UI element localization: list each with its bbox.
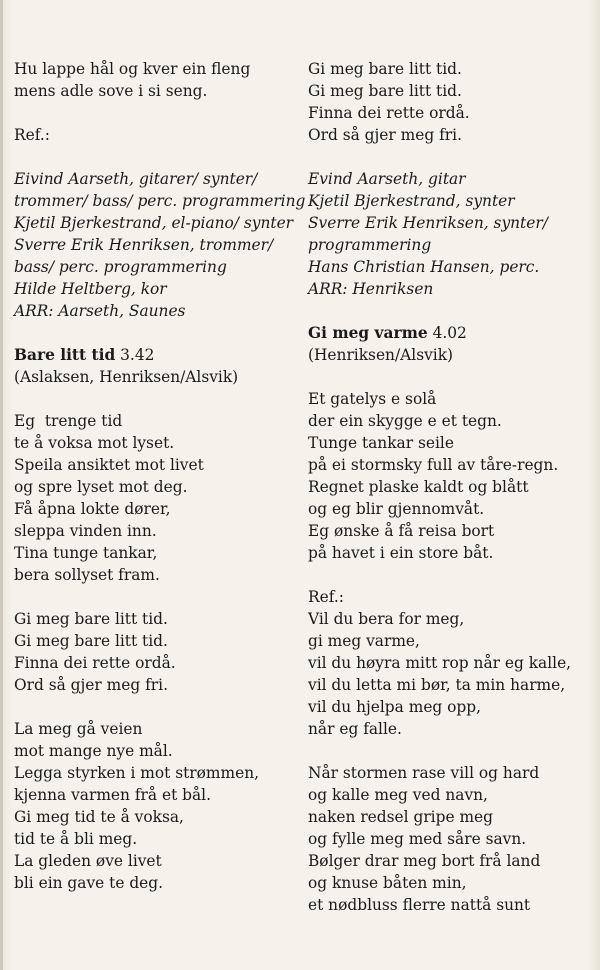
credit-line: Kjetil Bjerkestrand, el-piano/ synter <box>14 214 294 232</box>
lyric-line: vil du hjelpa meg opp, <box>308 698 482 716</box>
refrain-stanza <box>308 586 598 740</box>
lyric-line: og fylle meg med såre savn. <box>308 830 527 848</box>
lyric-line: og eg blir gjennomvåt. <box>308 500 485 518</box>
song-title: Gi meg varme <box>308 324 428 342</box>
lyric-line: på ei stormsky full av tåre-regn. <box>308 456 559 474</box>
lyric-line: Et gatelys e solå <box>308 390 437 408</box>
credit-line: Evind Aarseth, gitar <box>308 170 466 188</box>
lyric-line: gi meg varme, <box>308 632 420 650</box>
song-authors: (Henriksen/Alsvik) <box>308 346 454 364</box>
song-duration: 3.42 <box>120 346 155 364</box>
lyric-line: Få åpna lokte dører, <box>14 500 171 518</box>
lyric-line: Når stormen rase vill og hard <box>308 764 540 782</box>
lyric-line: Tina tunge tankar, <box>14 544 158 562</box>
lyric-line: sleppa vinden inn. <box>14 522 157 540</box>
right-column <box>308 58 598 916</box>
lyric-line: på havet i ein store båt. <box>308 544 494 562</box>
page-edge <box>0 0 3 970</box>
lyric-line: Finna dei rette ordå. <box>14 654 176 672</box>
chorus-stanza <box>14 608 299 696</box>
credit-line: bass/ perc. programmering <box>14 258 227 276</box>
refrain-label: Ref.: <box>14 126 50 144</box>
lyric-line: Eg trenge tid <box>14 412 123 430</box>
credits-block <box>308 168 598 300</box>
lyric-line: Hu lappe hål og kver ein fleng <box>14 60 251 78</box>
refrain-label: Ref.: <box>308 588 344 606</box>
lyric-line: La gleden øve livet <box>14 852 162 870</box>
lyric-line: og spre lyset mot deg. <box>14 478 188 496</box>
lyric-line: vil du letta mi bør, ta min harme, <box>308 676 566 694</box>
lyric-line: La meg gå veien <box>14 720 143 738</box>
lyric-line: bera sollyset fram. <box>14 566 160 584</box>
intro-stanza <box>14 58 299 102</box>
lyric-line: Bølger drar meg bort frå land <box>308 852 541 870</box>
lyric-line: Tunge tankar seile <box>308 434 454 452</box>
lyric-line: te å voksa mot lyset. <box>14 434 175 452</box>
lyric-line: et nødbluss flerre nattå sunt <box>308 896 531 914</box>
song-title: Bare litt tid <box>14 346 116 364</box>
credit-line: programmering <box>308 236 432 254</box>
song-heading <box>308 322 598 344</box>
lyric-line: mens adle sove i si seng. <box>14 82 208 100</box>
lyric-line: Gi meg bare litt tid. <box>308 82 462 100</box>
chorus-stanza <box>308 58 598 146</box>
verse-stanza <box>14 410 299 586</box>
credit-line: Eivind Aarseth, gitarer/ synter/ <box>14 170 258 188</box>
song-heading <box>14 344 299 366</box>
verse-stanza <box>14 718 299 894</box>
lyric-line: bli ein gave te deg. <box>14 874 164 892</box>
lyric-line: mot mange nye mål. <box>14 742 173 760</box>
credit-line: Hilde Heltberg, kor <box>14 280 167 298</box>
lyric-line: Speila ansiktet mot livet <box>14 456 204 474</box>
left-column <box>14 58 306 894</box>
lyric-line: Gi meg bare litt tid. <box>14 610 168 628</box>
lyric-line: tid te å bli meg. <box>14 830 138 848</box>
lyric-line: Regnet plaske kaldt og blått <box>308 478 529 496</box>
credit-line: ARR: Aarseth, Saunes <box>14 302 186 320</box>
lyric-line: Gi meg bare litt tid. <box>308 60 462 78</box>
lyric-line: Eg ønske å få reisa bort <box>308 522 495 540</box>
song-duration: 4.02 <box>432 324 467 342</box>
credit-line: Sverre Erik Henriksen, synter/ <box>308 214 548 232</box>
lyric-line: og knuse båten min, <box>308 874 467 892</box>
song-authors: (Aslaksen, Henriksen/Alsvik) <box>14 368 239 386</box>
credit-line: ARR: Henriksen <box>308 280 434 298</box>
lyric-line: naken redsel gripe meg <box>308 808 494 826</box>
lyric-line: når eg falle. <box>308 720 402 738</box>
credit-line: Kjetil Bjerkestrand, synter <box>308 192 515 210</box>
lyric-line: og kalle meg ved navn, <box>308 786 488 804</box>
lyric-line: Vil du bera for meg, <box>308 610 465 628</box>
verse-stanza <box>308 388 598 564</box>
credit-line: Hans Christian Hansen, perc. <box>308 258 540 276</box>
lyric-line: Legga styrken i mot strømmen, <box>14 764 260 782</box>
lyric-line: Gi meg bare litt tid. <box>14 632 168 650</box>
lyric-line: Ord så gjer meg fri. <box>308 126 462 144</box>
credit-line: Sverre Erik Henriksen, trommer/ <box>14 236 274 254</box>
lyric-line: kjenna varmen frå et bål. <box>14 786 211 804</box>
credits-block <box>14 168 306 322</box>
lyric-line: der ein skygge e et tegn. <box>308 412 502 430</box>
lyric-line: Finna dei rette ordå. <box>308 104 470 122</box>
lyric-line: Ord så gjer meg fri. <box>14 676 168 694</box>
verse-stanza <box>308 762 598 916</box>
credit-line: trommer/ bass/ perc. programmering <box>14 192 306 210</box>
lyric-line: Gi meg tid te å voksa, <box>14 808 184 826</box>
lyric-line: vil du høyra mitt rop når eg kalle, <box>308 654 572 672</box>
